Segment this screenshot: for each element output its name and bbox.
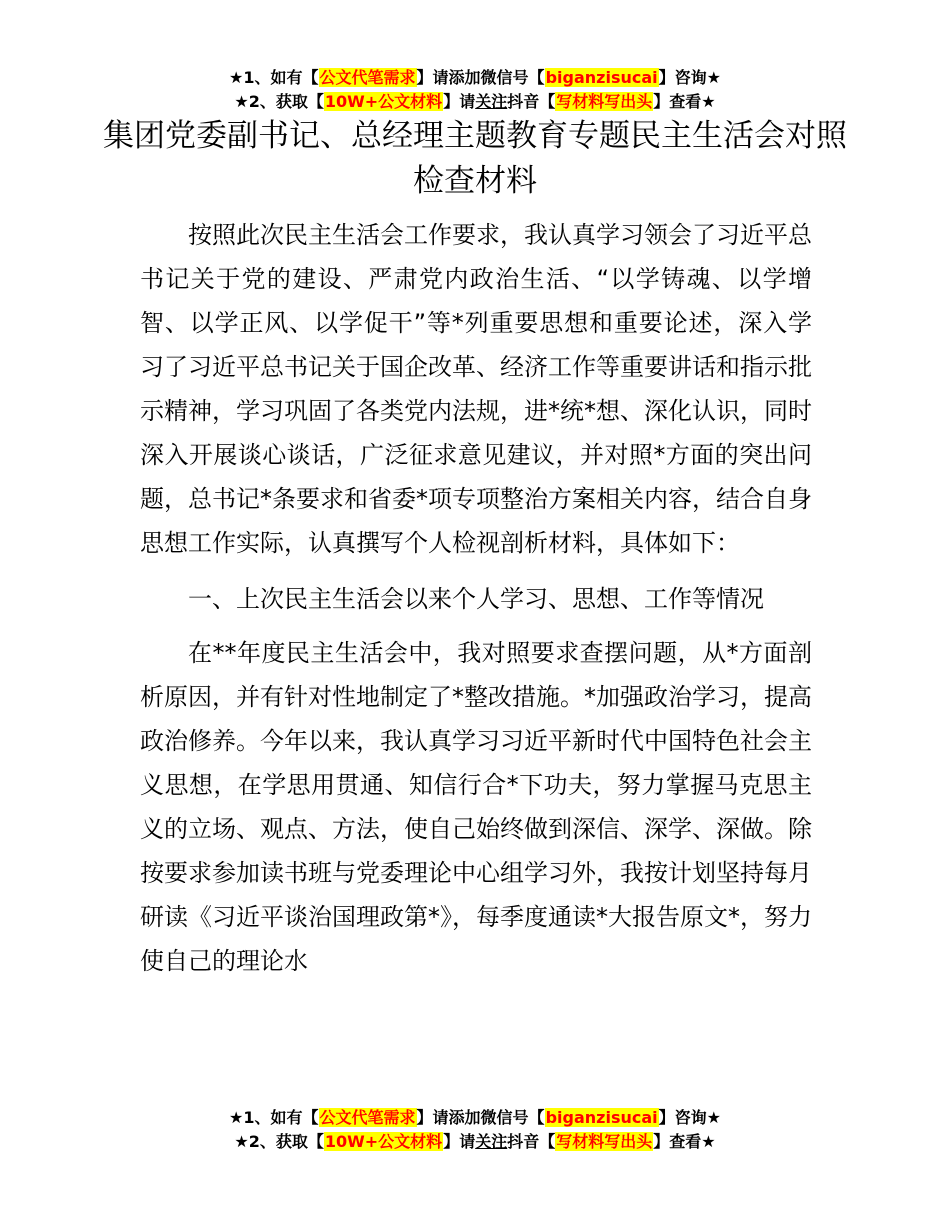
promo-highlight: 写材料写出头 (556, 1132, 653, 1151)
document-body (140, 213, 812, 983)
promo-text: 】咨询★ (658, 1108, 721, 1127)
promo-text: ★1、如有【 (229, 1108, 319, 1127)
promo-text: 】查看★ (653, 92, 716, 111)
promo-highlight: 写材料写出头 (556, 92, 653, 111)
promo-text: 抖音【 (507, 1132, 556, 1151)
promo-text: 】请 (416, 68, 449, 87)
promo-text: 】请 (443, 92, 476, 111)
promo-text: 】请 (416, 1108, 449, 1127)
promo-text: 微信号【 (480, 1108, 545, 1127)
promo-line-1 (0, 66, 950, 90)
document-title: 集团党委副书记、总经理主题教育专题民主生活会对照检查材料 (103, 118, 847, 199)
promo-text: 微信号【 (480, 68, 545, 87)
promo-highlight: 10W+公文材料 (324, 92, 443, 111)
promo-banner-bottom (0, 1106, 950, 1154)
promo-line-2 (0, 1130, 950, 1154)
promo-highlight: 公文代笔需求 (319, 1108, 416, 1127)
promo-highlight: biganzisucai (545, 1108, 658, 1127)
promo-line-2 (0, 90, 950, 114)
section-paragraph: 在**年度民主生活会中，我对照要求查摆问题，从*方面剖析原因，并有针对性地制定了*整改措施。*加强政治学习，提高政治修养。今年以来，我认真学习习近平新时代中国特色社会主义思想，在学思用贯通、知信行合*下功夫，努力掌握马克思主义的立场、观点、方法，使自己始终做到深信、深学、深做。除按要求参加读书班与党委理论中心组学习外，我按计划坚持每月研读《习近平谈治国理政第*》，每季度通读*大报告原文*，努力使自己的理论水 (140, 639, 812, 975)
promo-highlight: biganzisucai (545, 68, 658, 87)
promo-text: ★2、获取【 (234, 1132, 324, 1151)
promo-highlight: 公文代笔需求 (319, 68, 416, 87)
promo-text: 】咨询★ (658, 68, 721, 87)
promo-banner-top (0, 66, 950, 114)
promo-line-1 (0, 1106, 950, 1130)
promo-emphasis: 关注 (475, 1132, 508, 1151)
promo-text: 】请 (443, 1132, 476, 1151)
promo-text: ★2、获取【 (234, 92, 324, 111)
promo-emphasis: 关注 (475, 92, 508, 111)
promo-emphasis: 添加 (448, 68, 481, 87)
promo-text: 】查看★ (653, 1132, 716, 1151)
promo-emphasis: 添加 (448, 1108, 481, 1127)
intro-paragraph: 按照此次民主生活会工作要求，我认真学习领会了习近平总书记关于党的建设、严肃党内政治生活、“以学铸魂、以学增智、以学正风、以学促干”等*列重要思想和重要论述，深入学习了习近平总书记关于国企改革、经济工作等重要讲话和指示批示精神，学习巩固了各类党内法规，进*统*想、深化认识，同时深入开展谈心谈话，广泛征求意见建议，并对照*方面的突出问题，总书记*条要求和省委*项专项整治方案相关内容，结合自身思想工作实际，认真撰写个人检视剖析材料，具体如下： (140, 221, 812, 557)
section-heading: 一、上次民主生活会以来个人学习、思想、工作等情况 (188, 585, 764, 613)
promo-highlight: 10W+公文材料 (324, 1132, 443, 1151)
promo-text: ★1、如有【 (229, 68, 319, 87)
promo-text: 抖音【 (507, 92, 556, 111)
